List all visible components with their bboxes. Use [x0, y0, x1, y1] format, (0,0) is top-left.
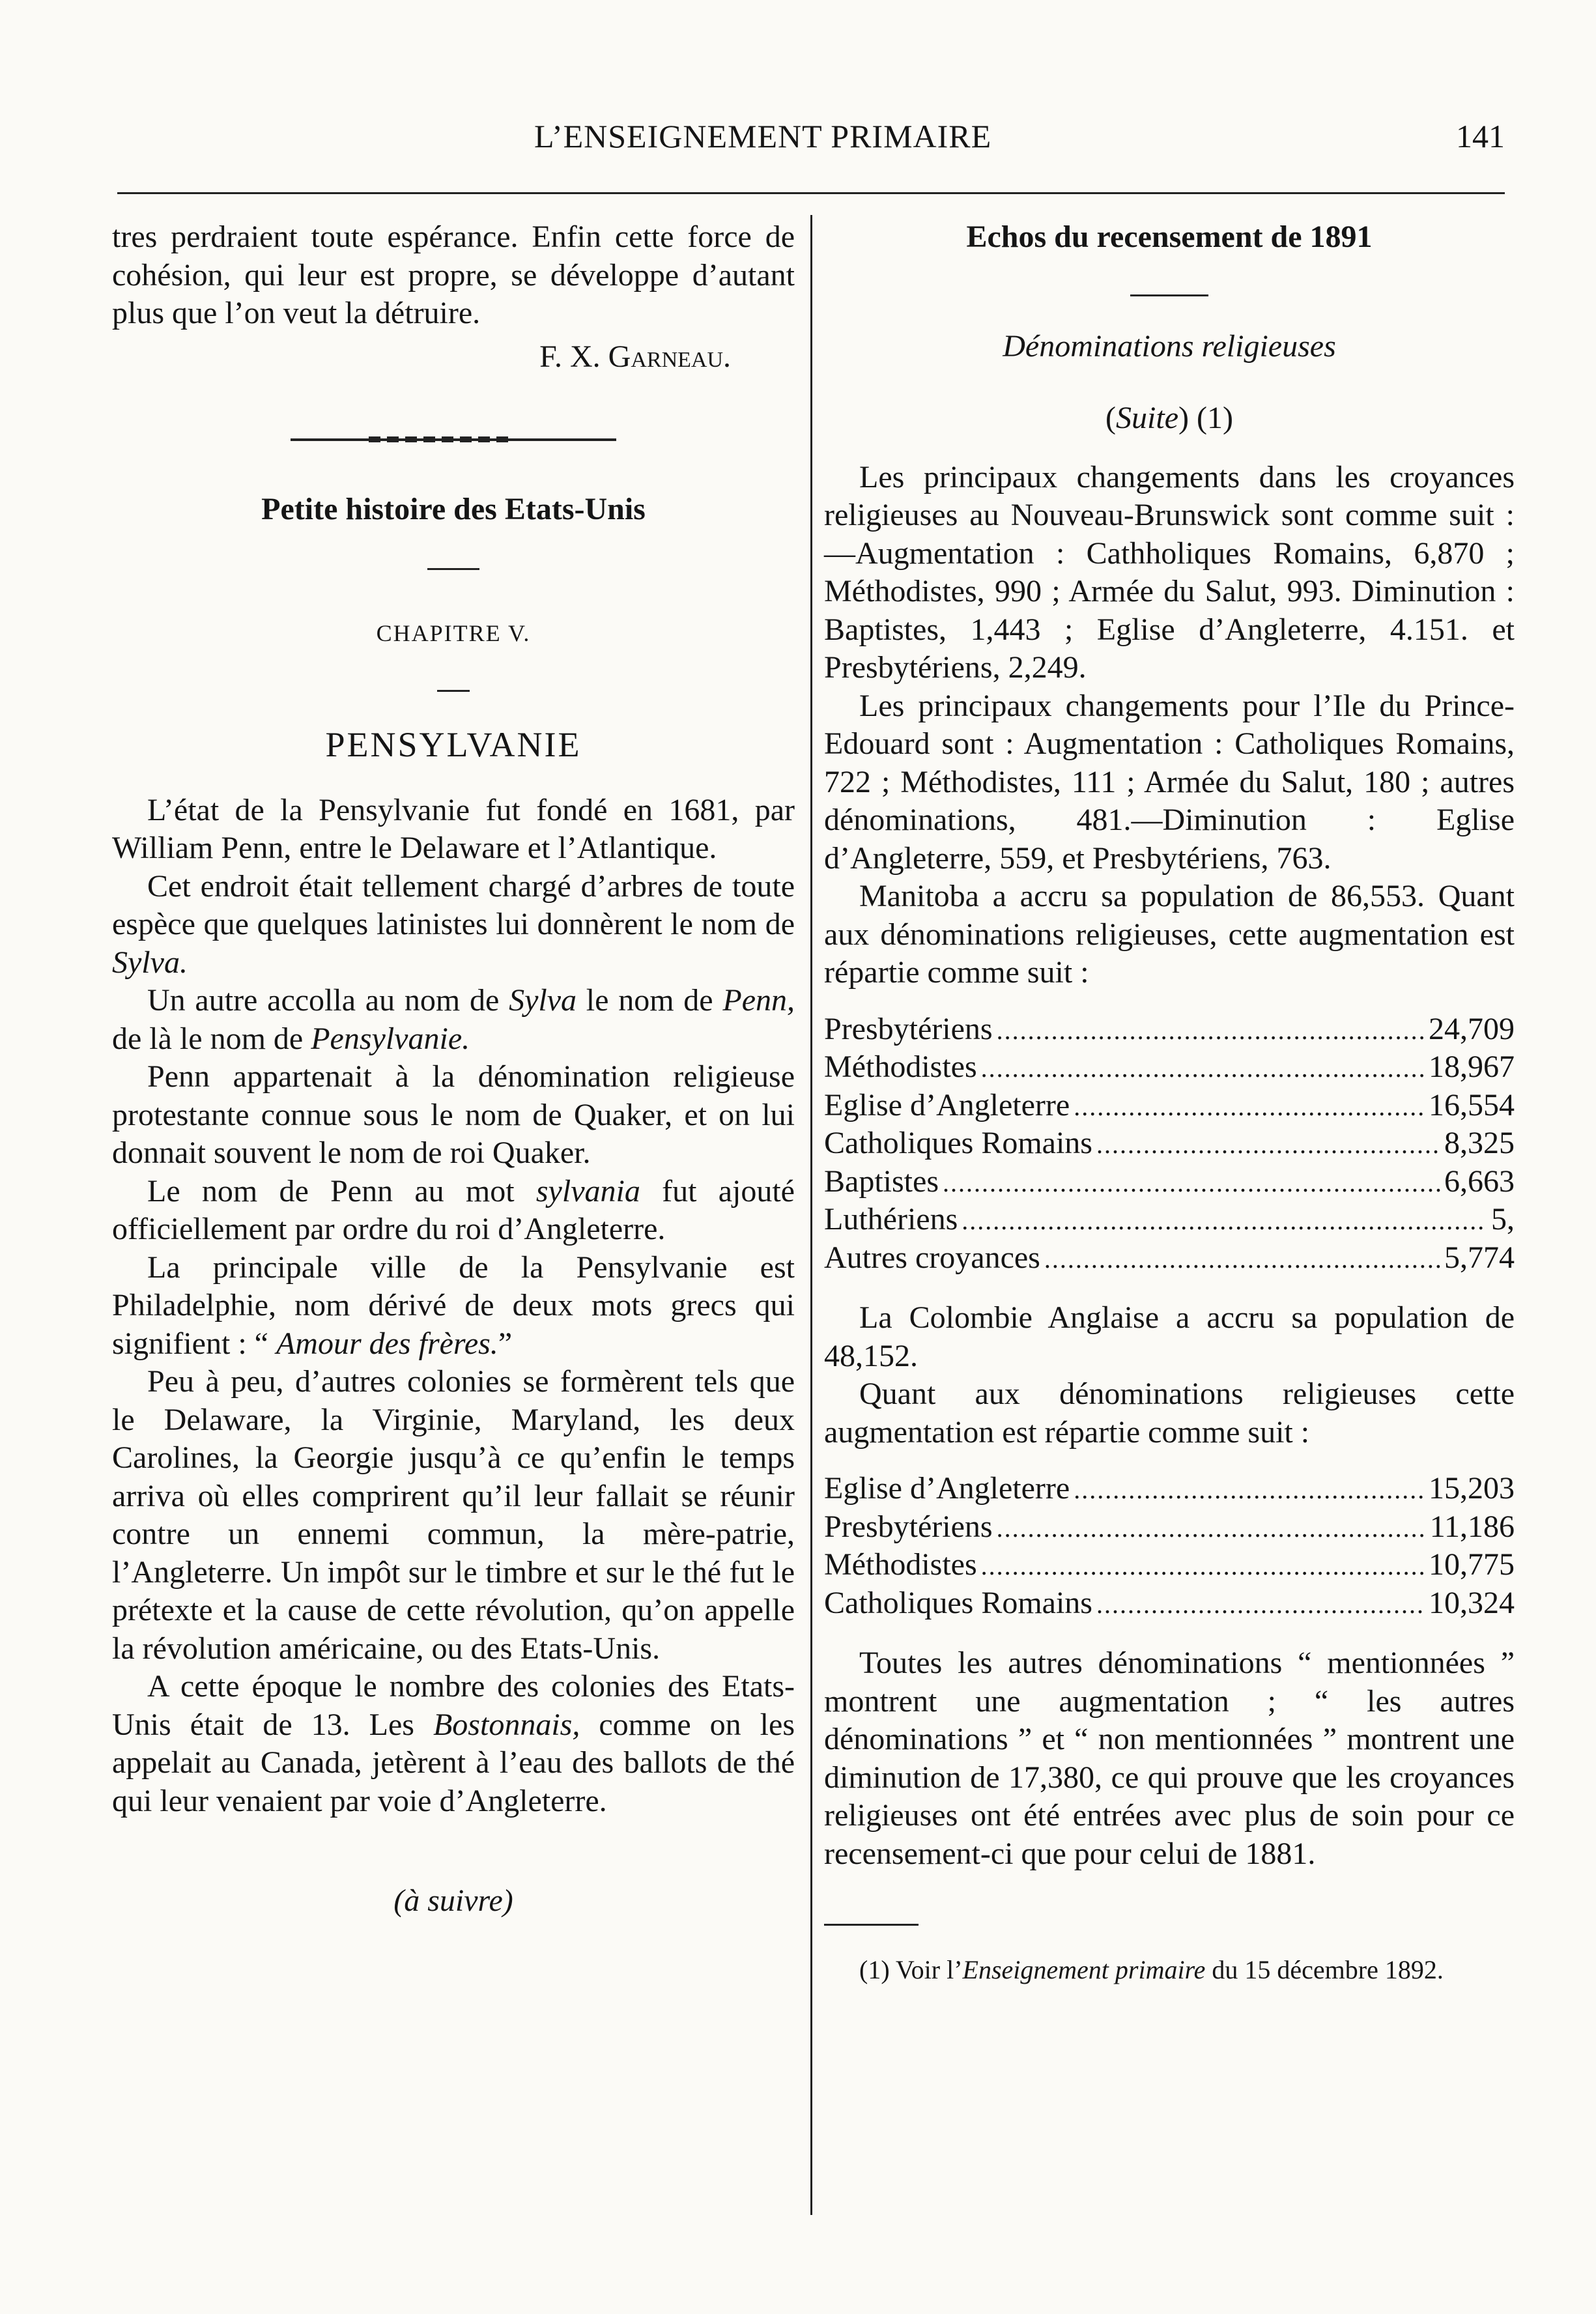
stat-row: Méthodistes ..... 18,967 [824, 1048, 1515, 1087]
article-subtitle: Dénominations religieuses [1003, 328, 1336, 364]
paragraph: Peu à peu, d’autres colonies se formèrent tels que le Delaware, la Virginie, Maryland, les deux Carolines, la Georgie jusqu’à ce qu’enfin le temps arriva où elles comprirent qu’il leur fallait se réunir contre un ennemi commun, la mère-patrie, l’Angleterre. Un impôt sur le timbre et sur le thé fut le prétexte et la cause de cette révolution, qu’on appelle la révolution américaine, ou des Etats-Unis. [112, 1364, 795, 1666]
section-title: Petite histoire des Etats-Unis [261, 492, 646, 526]
header-rule [117, 192, 1505, 194]
page-number: 141 [1456, 118, 1505, 154]
stat-row: Catholiques Romains ..... 8,325 [824, 1124, 1515, 1163]
title-dash [1130, 294, 1208, 296]
part-title: PENSYLVANIE [325, 725, 582, 764]
left-column [112, 218, 795, 1921]
paragraph: Toutes les autres dénominations “ mentionnées ” montrent une augmentation ; “ les autres dénominations ” et “ non mentionnées ” montrent une diminution de 17,380, ce qui prouve que les croyances religieuses ont été entrées avec plus de soin pour ce recensement-ci que pour celui de 1881. [824, 1646, 1515, 1871]
colombie-statistics [824, 1470, 1515, 1622]
paragraph: Les principaux changements pour l’Ile du Prince-Edouard sont : Augmentation : Catholiques Romains, 722 ; Méthodistes, 111 ; Armée du Salut, 180 ; autres dénominations, 481.—Diminution : Eglise d’Angleterre, 559, et Presbytériens, 763. [824, 688, 1515, 876]
paragraph: Le nom de Penn au mot sylvania fut ajouté officiellement par ordre du roi d’Angleterre. [112, 1173, 795, 1246]
column-divider [810, 215, 812, 2215]
continuation-paragraph: tres perdraient toute espérance. Enfin cette force de cohésion, qui leur est propre, se développe d’autant plus que l’on veut la détruire. [112, 220, 795, 330]
paragraph: L’état de la Pensylvanie fut fondé en 1681, par William Penn, entre le Delaware et l’Atlantique. [112, 792, 795, 865]
running-title: L’ENSEIGNEMENT PRIMAIRE [534, 118, 992, 154]
right-column [824, 218, 1515, 1984]
paragraph: Cet endroit était tellement chargé d’arbres de toute espèce que quelques latinistes lui donnèrent le nom de Sylva. [112, 868, 795, 980]
stat-row: Autres croyances ..... 5,774 [824, 1239, 1515, 1278]
stat-row: Catholiques Romains ..... 10,324 [824, 1584, 1515, 1623]
running-header [117, 117, 1505, 169]
footnote: (1) Voir l’Enseignement primaire du 15 décembre 1892. [859, 1955, 1444, 1984]
manitoba-statistics [824, 1010, 1515, 1278]
article-title: Echos du recensement de 1891 [966, 220, 1373, 254]
paragraph: Quant aux dénominations religieuses cette augmentation est répartie comme suit : [824, 1377, 1515, 1450]
paragraph: La Colombie Anglaise a accru sa population de 48,152. [824, 1300, 1515, 1373]
paragraph: Les principaux changements dans les croyances religieuses au Nouveau-Brunswick sont comme suit :—Augmentation : Cathholiques Romains, 6,870 ; Méthodistes, 990 ; Armée du Salut, 993. Diminution : Baptistes, 1,443 ; Eglise d’Angleterre, 4.151. et Presbytériens, 2,249. [824, 459, 1515, 685]
stat-row: Presbytériens ..... 11,186 [824, 1508, 1515, 1547]
paragraph: La principale ville de la Pensylvanie est Philadelphie, nom dérivé de deux mots grecs qui signifient : “ Amour des frères.” [112, 1250, 795, 1361]
chapter-dash [437, 690, 470, 692]
stat-row: Luthériens ..... 5, [824, 1201, 1515, 1239]
chapter-label: CHAPITRE V. [376, 620, 531, 646]
stat-row: Eglise d’Angleterre ..... 15,203 [824, 1470, 1515, 1508]
footnote-rule [824, 1924, 919, 1926]
suite-label: (Suite) (1) [1105, 401, 1233, 435]
stat-row: Eglise d’Angleterre ..... 16,554 [824, 1087, 1515, 1125]
paragraph: A cette époque le nombre des colonies des Etats-Unis était de 13. Les Bostonnais, comme on les appelait au Canada, jetèrent à l’eau des ballots de thé qui leur venaient par voie d’Angleterre. [112, 1669, 795, 1818]
paragraph: Penn appartenait à la dénomination religieuse protestante connue sous le nom de Quaker, et on lui donnait souvent le nom de roi Quaker. [112, 1059, 795, 1170]
stat-row: Baptistes ..... 6,663 [824, 1163, 1515, 1201]
stat-row: Méthodistes ..... 10,775 [824, 1546, 1515, 1584]
paragraph: Manitoba a accru sa population de 86,553. Quant aux dénominations religieuses, cette augmentation est répartie comme suit : [824, 879, 1515, 990]
author-signature: F. X. Garneau. [539, 339, 731, 374]
ornamental-rule [291, 436, 616, 444]
paragraph: Un autre accolla au nom de Sylva le nom de Penn, de là le nom de Pensylvanie. [112, 983, 795, 1056]
title-dash [427, 568, 479, 570]
to-be-continued: (à suivre) [393, 1883, 513, 1918]
stat-row: Presbytériens ..... 24,709 [824, 1010, 1515, 1049]
